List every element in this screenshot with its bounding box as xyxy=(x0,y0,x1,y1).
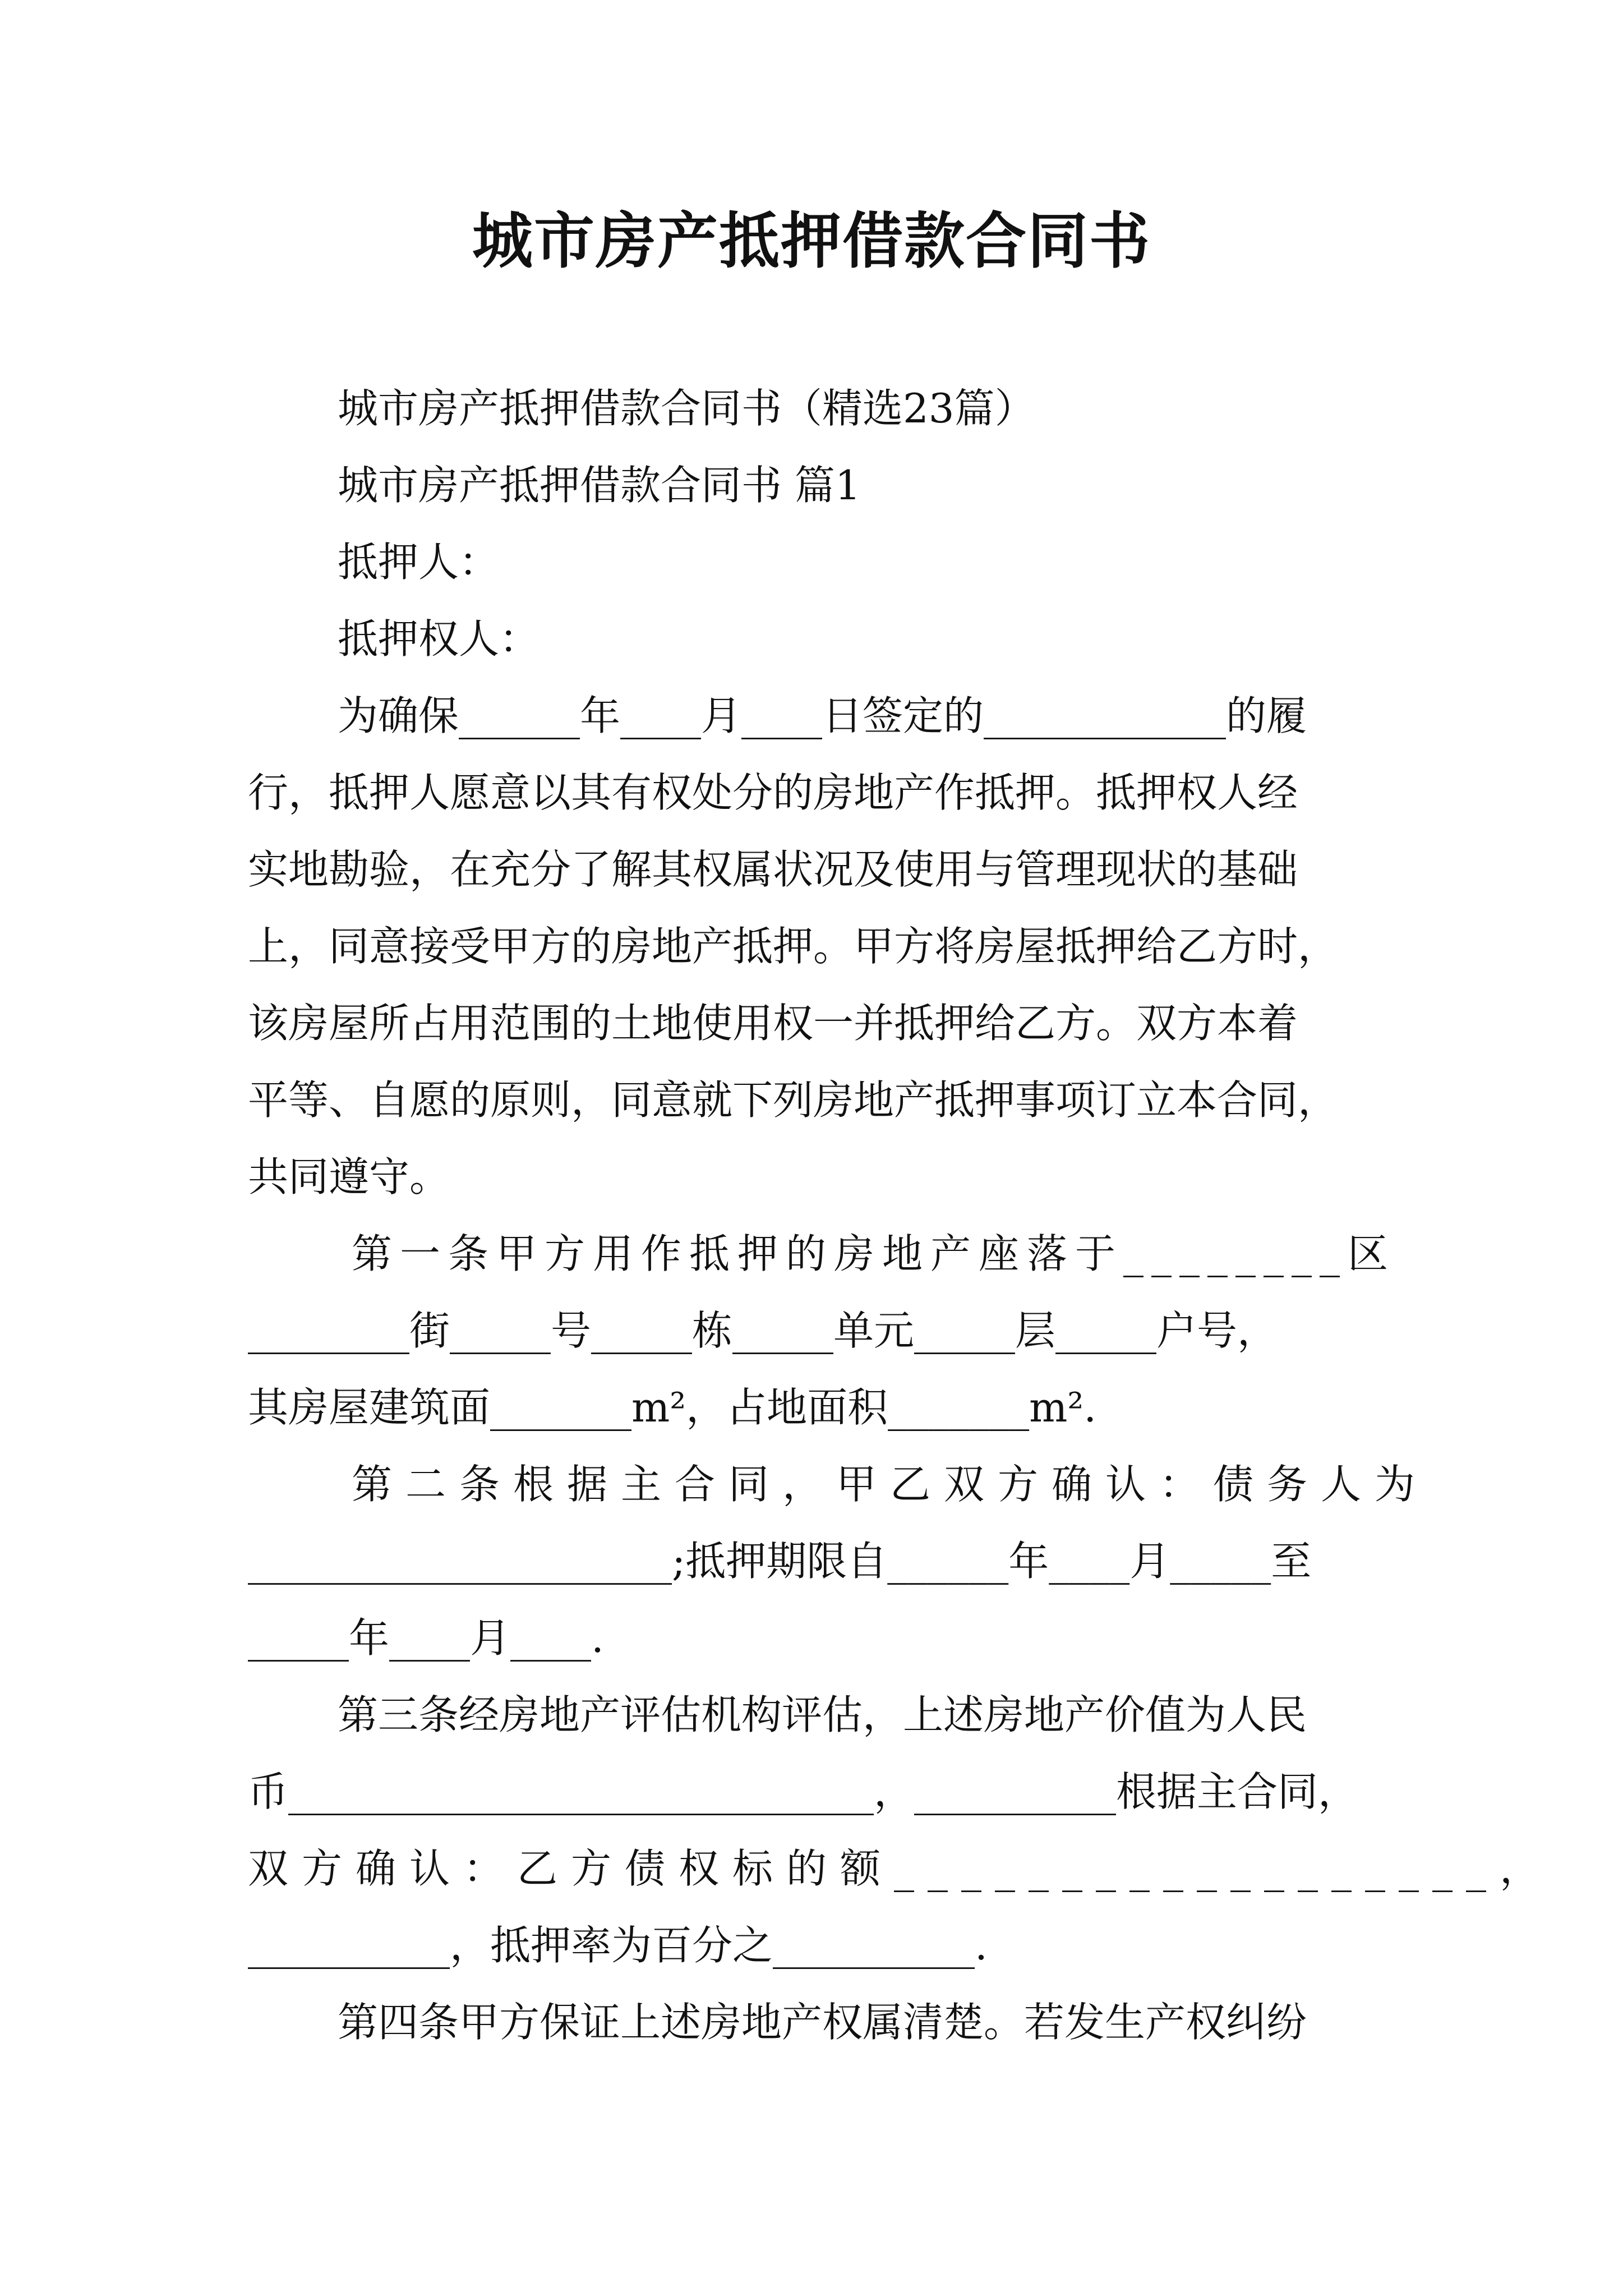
document-title: 城市房产抵押借款合同书 xyxy=(472,206,1151,277)
article-2-line: _____年____月____. xyxy=(248,1614,604,1662)
article-3-line: 双方确认：乙方债权标的额__________________， xyxy=(248,1845,1554,1892)
article-3-line: __________，抵押率为百分之__________. xyxy=(248,1922,988,1969)
article-2-line: _____________________;抵押期限自______年____月_____至 xyxy=(248,1538,1312,1585)
paragraph-line: 行，抵押人愿意以其有权处分的房地产作抵押。抵押权人经 xyxy=(248,769,1298,816)
article-4-line: 第四条甲方保证上述房地产权属清楚。若发生产权纠纷 xyxy=(338,1999,1307,2046)
mortgagee-label: 抵押权人： xyxy=(338,615,540,662)
article-3-line: 币_____________________________，__________根据主合同， xyxy=(248,1768,1359,1815)
paragraph-line: 实地勘验，在充分了解其权属状况及使用与管理现状的基础 xyxy=(248,846,1298,893)
paragraph-line: 上，同意接受甲方的房地产抵押。甲方将房屋抵押给乙方时， xyxy=(248,923,1339,970)
article-3-line: 第三条经房地产评估机构评估，上述房地产价值为人民 xyxy=(338,1691,1307,1738)
article-1-line: ________街_____号_____栋_____单元_____层_____户号， xyxy=(248,1307,1278,1354)
document-body xyxy=(248,370,1554,2061)
paragraph-line: 该房屋所占用范围的土地使用权一并抵押给乙方。双方本着 xyxy=(248,1000,1298,1047)
mortgagor-label: 抵押人： xyxy=(338,539,500,586)
paragraph-line: 平等、自愿的原则，同意就下列房地产抵押事项订立本合同， xyxy=(248,1076,1339,1124)
section-heading: 城市房产抵押借款合同书 篇1 xyxy=(338,462,861,509)
paragraph-line: 为确保______年____月____日签定的____________的履 xyxy=(338,692,1307,739)
article-1-line: 第一条甲方用作抵押的房地产座落于________区 xyxy=(352,1230,1396,1277)
article-2-line: 第二条根据主合同，甲乙双方确认：债务人为 xyxy=(352,1461,1429,1508)
paragraph-line: 共同遵守。 xyxy=(248,1153,450,1200)
subtitle-line: 城市房产抵押借款合同书（精选23篇） xyxy=(338,385,1035,432)
article-1-line: 其房屋建筑面_______m²，占地面积_______m². xyxy=(248,1384,1097,1431)
